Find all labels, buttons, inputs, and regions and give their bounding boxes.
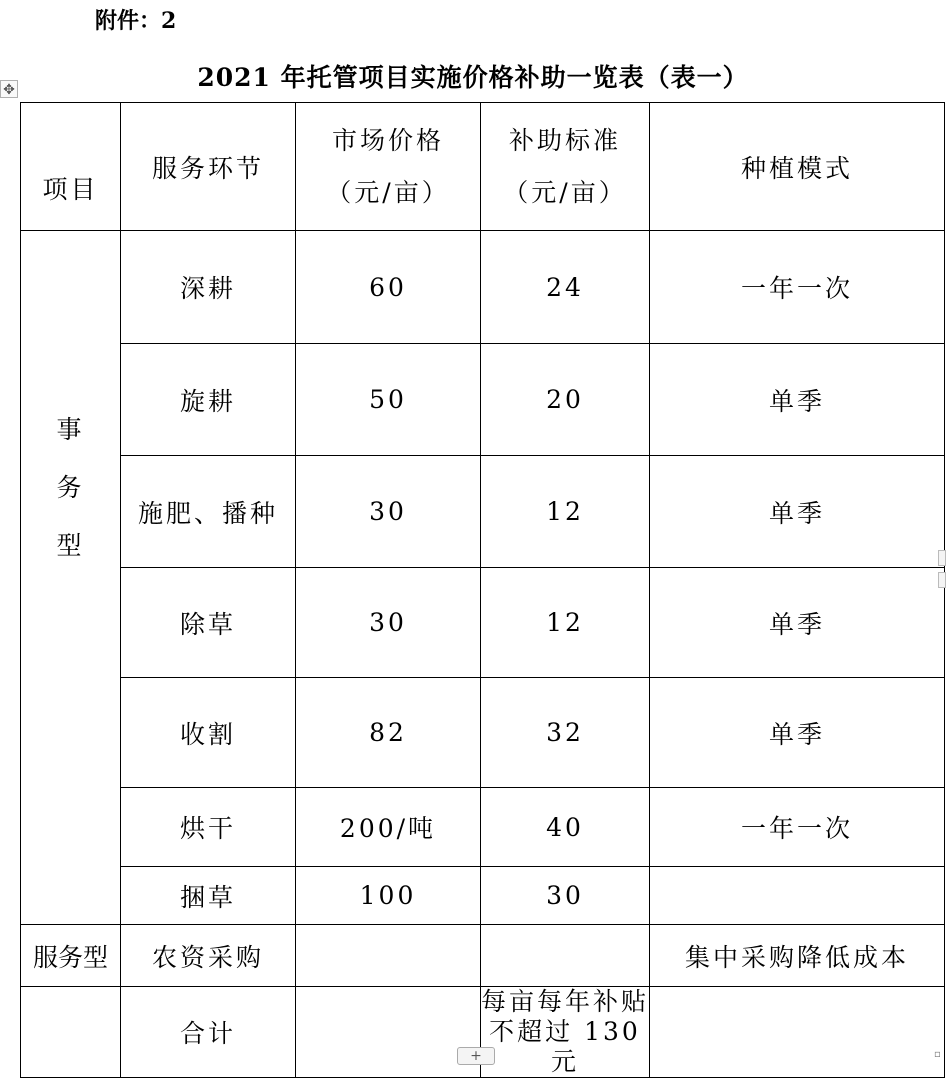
row-resize-handle[interactable] [938,572,946,588]
table-row [21,568,945,678]
header-planting-mode [650,103,945,231]
cell-mode: 单季 [650,344,945,456]
group-label-char: 型 [56,531,85,560]
header-planting-mode-text: 种植模式 [740,153,853,183]
cell-empty [21,987,121,1078]
header-project-text: 项目 [42,175,99,204]
group-label-service: 服务型 [21,925,121,987]
cell-mode: 单季 [650,568,945,678]
cell-mode: 一年一次 [650,788,945,867]
total-label: 合计 [121,987,296,1078]
plus-icon[interactable]: + [457,1047,495,1065]
cell-empty [296,987,481,1078]
cell-subsidy: 12 [481,456,650,568]
total-subsidy-line2: 不超过 130 元 [489,1017,641,1076]
header-service-step [121,103,296,231]
cell-step: 捆草 [121,867,296,925]
header-row [21,103,945,231]
cell-price: 100 [296,867,481,925]
cell-price: 60 [296,231,481,344]
cell-subsidy: 40 [481,788,650,867]
cell-step: 旋耕 [121,344,296,456]
cell-price: 200/吨 [296,788,481,867]
cell-price [296,925,481,987]
header-market-price-line2: （元/亩） [326,177,450,207]
table-row [21,788,945,867]
cell-step: 收割 [121,678,296,788]
cell-price: 50 [296,344,481,456]
header-project [21,103,121,231]
table-row [21,231,945,344]
header-service-step-text: 服务环节 [151,153,264,183]
cell-price: 82 [296,678,481,788]
cell-mode [650,867,945,925]
cell-step: 施肥、播种 [121,456,296,568]
cell-subsidy [481,925,650,987]
total-subsidy-line1: 每亩每年补贴 [481,987,650,1016]
cell-step: 烘干 [121,788,296,867]
cell-mode: 集中采购降低成本 [650,925,945,987]
page-title: 2021 年托管项目实施价格补助一览表（表一） [197,63,749,92]
cell-step: 深耕 [121,231,296,344]
subsidy-table [20,102,945,1078]
table-row [21,456,945,568]
cell-subsidy: 32 [481,678,650,788]
table-row [21,344,945,456]
table-resize-handle[interactable]: ▫ [934,1049,941,1060]
table-row [21,678,945,788]
cell-subsidy: 24 [481,231,650,344]
table-row [21,867,945,925]
total-subsidy-note [481,987,650,1078]
row-resize-handle[interactable] [938,550,946,566]
group-label-affairs [21,231,121,925]
header-market-price-line1: 市场价格 [331,125,444,155]
cell-empty [650,987,945,1078]
cell-subsidy: 30 [481,867,650,925]
cell-step: 除草 [121,568,296,678]
group-label-char: 务 [56,473,85,502]
header-market-price [296,103,481,231]
header-subsidy [481,103,650,231]
header-subsidy-line1: 补助标准 [508,125,621,155]
service-row [21,925,945,987]
attachment-label: 附件：2 [95,8,177,34]
move-icon[interactable]: ✥ [0,80,18,98]
header-subsidy-line2: （元/亩） [503,177,627,207]
cell-mode: 单季 [650,678,945,788]
cell-subsidy: 20 [481,344,650,456]
cell-mode: 单季 [650,456,945,568]
cell-step: 农资采购 [121,925,296,987]
cell-price: 30 [296,456,481,568]
group-label-char: 事 [56,415,85,444]
cell-mode: 一年一次 [650,231,945,344]
cell-subsidy: 12 [481,568,650,678]
cell-price: 30 [296,568,481,678]
